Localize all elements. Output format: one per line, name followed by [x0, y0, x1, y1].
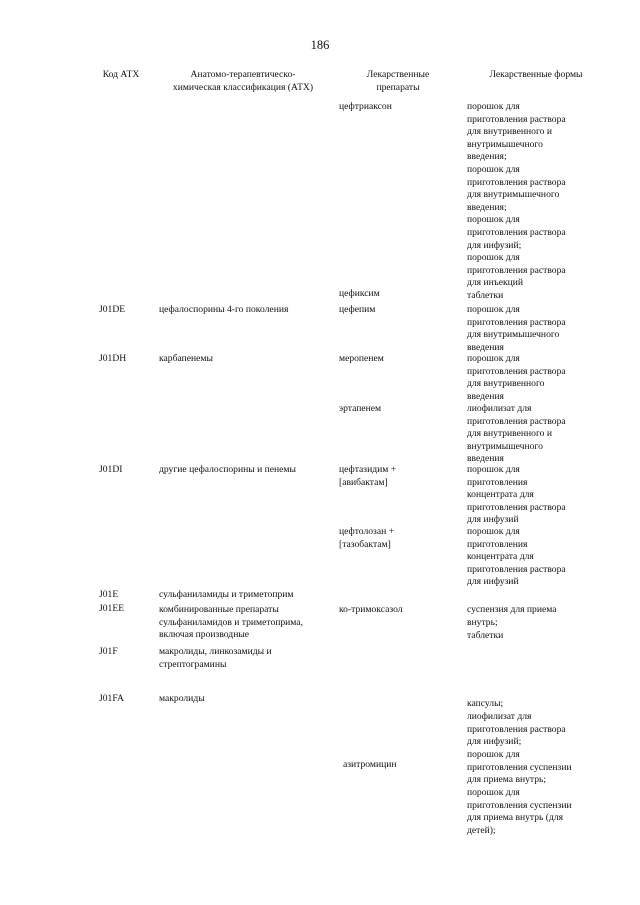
header-forms: Лекарственные формы	[489, 69, 583, 80]
page-number: 186	[310, 38, 330, 52]
atc-classification: макролиды	[159, 693, 205, 704]
header-drugs: Лекарственные препараты	[366, 69, 430, 93]
atc-code: J01DE	[99, 304, 126, 315]
dosage-forms: капсулы;	[467, 698, 504, 709]
dosage-forms: лиофилизат для приготовления раствора для внутривенного и внутримышечного введения	[467, 403, 566, 465]
header-classification: Анатомо-терапевтическо- химическая классификация (АТХ)	[172, 69, 314, 93]
dosage-forms: порошок для приготовления раствора для внутримышечного введения	[467, 304, 566, 353]
dosage-forms: порошок для приготовления раствора для внутривенного и внутримышечного введения; порошок для приготовления раствора для внутримышечного введения; порошок для приготовления раствора для инфузий; порошок для приготовления раствора для инъекций	[467, 101, 566, 289]
drug-name: цефепим	[339, 304, 376, 315]
dosage-forms: таблетки	[467, 630, 504, 641]
atc-classification: макролиды, линкозамиды и стрептограмины	[159, 646, 272, 670]
drug-name: азитромицин	[343, 759, 397, 770]
atc-code: J01EE	[99, 603, 125, 614]
dosage-forms: порошок для приготовления суспензии для приема внутрь;	[467, 749, 572, 786]
atc-classification: комбинированные препараты сульфаниламидов и триметоприма, включая производные	[159, 604, 303, 641]
dosage-forms: порошок для приготовления концентрата для приготовления раствора для инфузий	[467, 526, 566, 588]
drug-name: эртапенем	[339, 403, 382, 414]
drug-name: цефтазидим + [авибактам]	[339, 464, 397, 488]
dosage-forms: порошок для приготовления суспензии для приема внутрь (для детей);	[467, 787, 572, 836]
atc-code: J01E	[99, 589, 119, 600]
atc-code: J01DH	[99, 353, 127, 364]
drug-name: цефиксим	[339, 288, 380, 299]
atc-classification: другие цефалоспорины и пенемы	[159, 464, 296, 475]
dosage-forms: порошок для приготовления концентрата для приготовления раствора для инфузий	[467, 464, 566, 526]
drug-name: цефтолозан + [тазобактам]	[339, 526, 395, 550]
drug-name: меропенем	[339, 353, 384, 364]
atc-classification: цефалоспорины 4-го поколения	[159, 304, 289, 315]
atc-code: J01F	[99, 646, 118, 657]
atc-code: J01FA	[99, 693, 124, 704]
dosage-forms: порошок для приготовления раствора для внутривенного введения	[467, 353, 566, 402]
dosage-forms: таблетки	[467, 290, 504, 301]
atc-classification: карбапенемы	[159, 353, 213, 364]
atc-classification: сульфаниламиды и триметоприм	[159, 589, 294, 600]
drug-name: цефтриаксон	[339, 101, 392, 112]
dosage-forms: суспензия для приема внутрь;	[467, 604, 557, 628]
dosage-forms: лиофилизат для приготовления раствора для инфузий;	[467, 711, 566, 748]
drug-name: ко-тримоксазол	[339, 604, 403, 615]
header-code: Код АТХ	[102, 69, 140, 80]
atc-code: J01DI	[99, 464, 123, 475]
